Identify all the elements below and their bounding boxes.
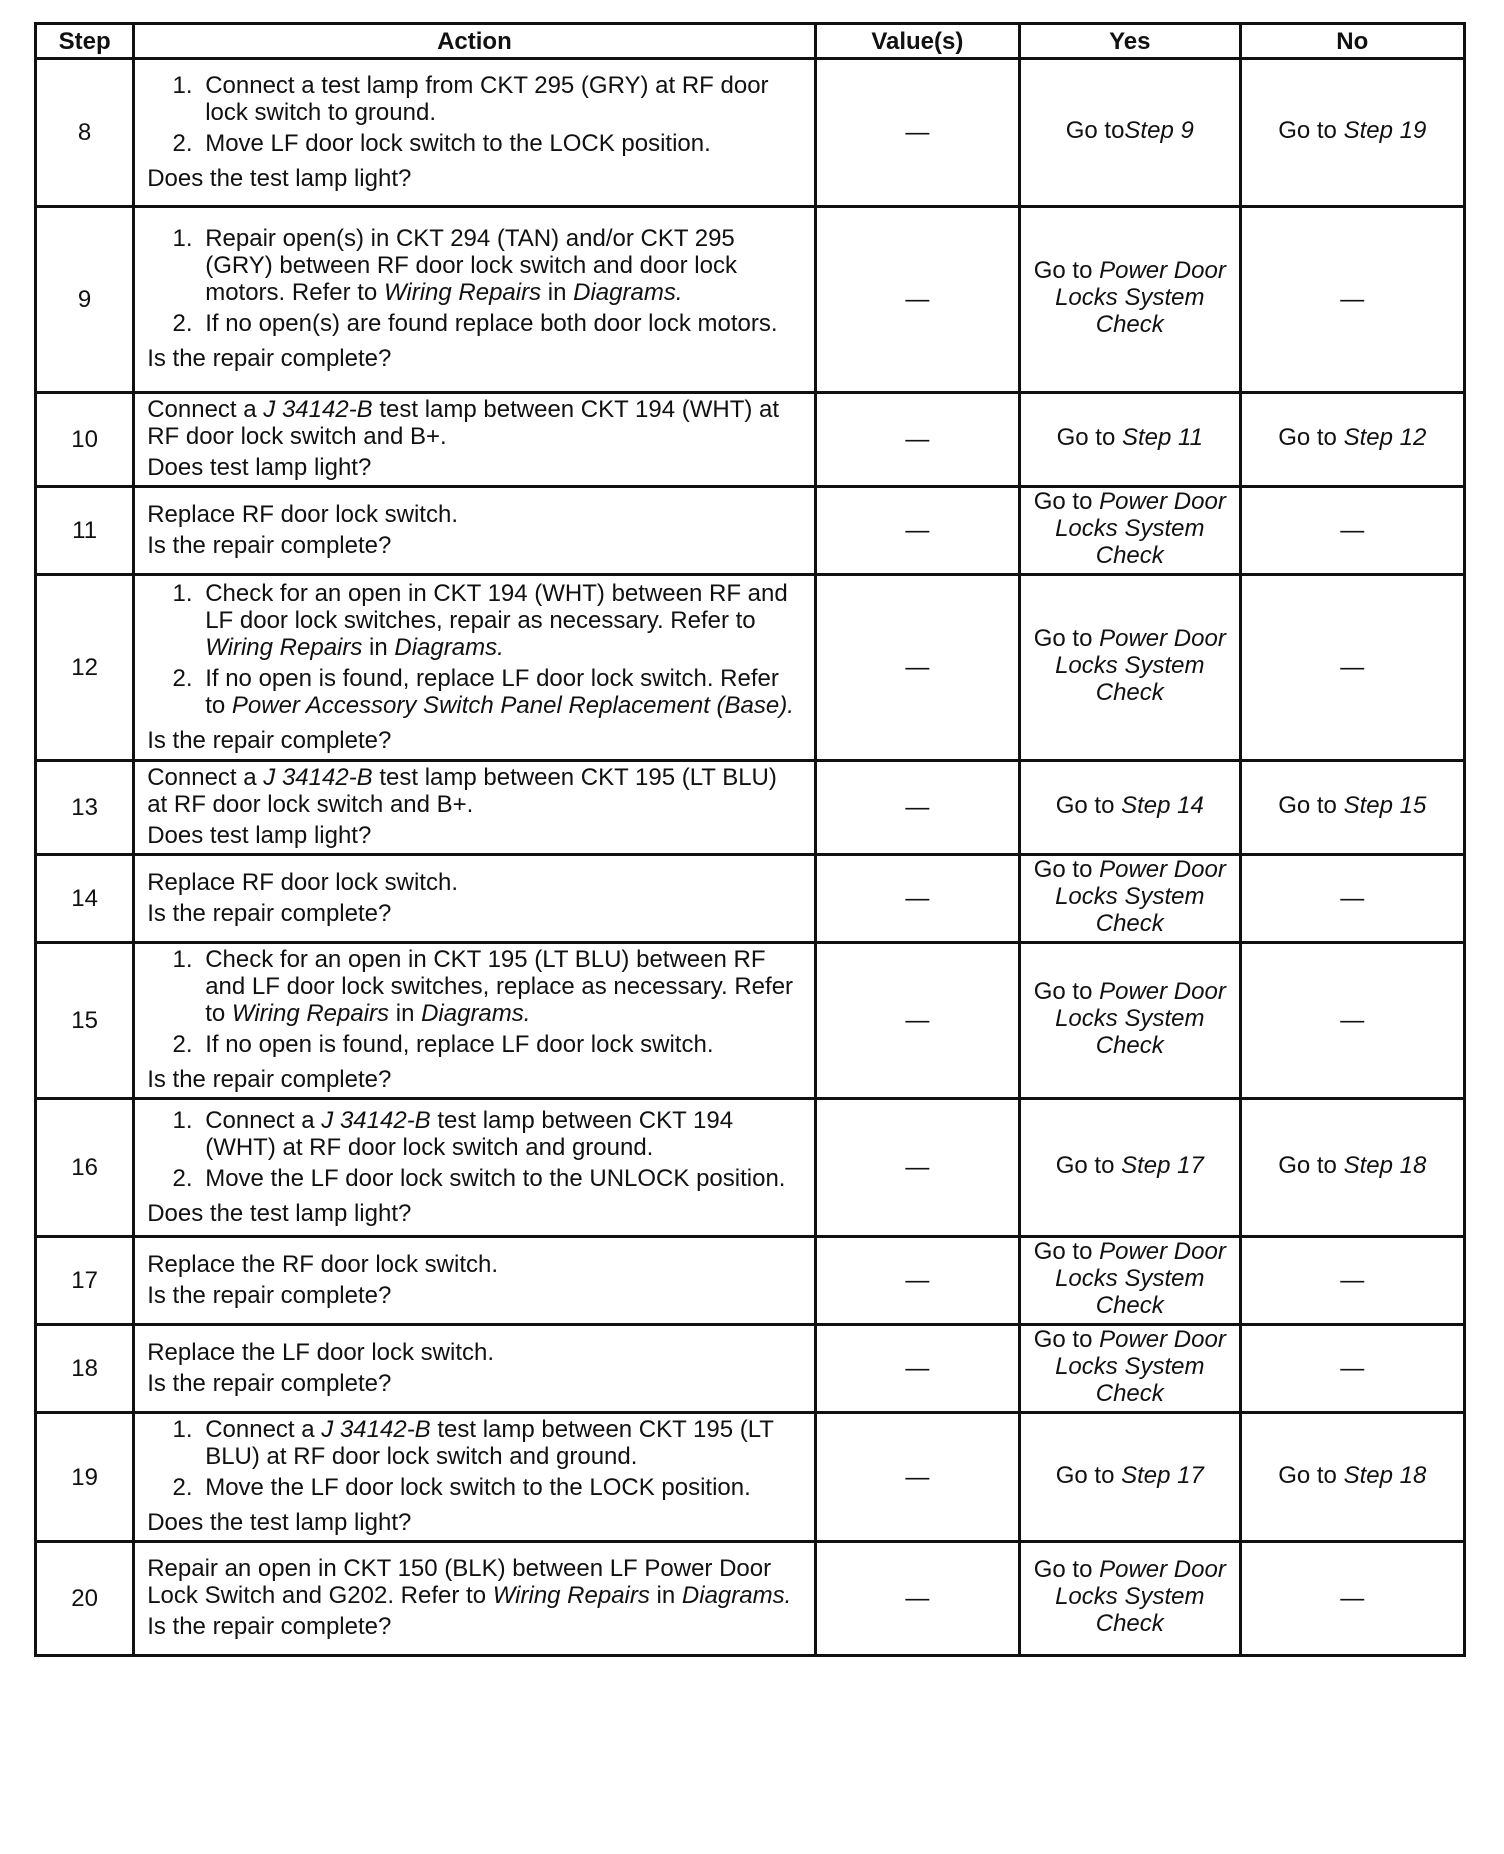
yes-link[interactable] bbox=[1021, 1152, 1238, 1179]
action-body bbox=[147, 501, 801, 528]
action-steps-list bbox=[147, 225, 801, 337]
text-run: in bbox=[649, 1582, 682, 1609]
italic-text: Power Door Locks System Check bbox=[1055, 1326, 1226, 1407]
no-dash: — bbox=[1340, 1007, 1365, 1034]
no-dash: — bbox=[1340, 885, 1365, 912]
no-cell bbox=[1240, 575, 1465, 761]
italic-text: Step 14 bbox=[1121, 792, 1204, 819]
text-run: test lamp between CKT 195 (LT BLU) at RF door lock switch and ground. bbox=[205, 1416, 774, 1470]
text-run: Go to bbox=[1278, 117, 1344, 144]
action-body bbox=[147, 72, 801, 161]
yes-content bbox=[1021, 424, 1238, 455]
action-steps-list bbox=[147, 72, 801, 157]
action-body bbox=[147, 869, 801, 896]
action-question: Does test lamp light? bbox=[147, 822, 372, 849]
step-number: 17 bbox=[36, 1237, 134, 1325]
action-steps-list bbox=[147, 580, 801, 719]
action-step-item bbox=[199, 225, 801, 306]
text-run: in bbox=[389, 1000, 422, 1027]
action-text bbox=[147, 396, 801, 450]
italic-text: Power Door Locks System Check bbox=[1055, 257, 1226, 338]
action-step-item bbox=[199, 72, 801, 126]
text-run: Go to bbox=[1033, 625, 1100, 652]
text-run: Check for an open in CKT 195 (LT BLU) between RF and LF door lock switches, replace as necessary. Refer to bbox=[205, 946, 794, 1027]
action-question: Is the repair complete? bbox=[147, 1281, 392, 1309]
italic-text: Diagrams. bbox=[573, 279, 683, 306]
action-body bbox=[147, 946, 801, 1062]
value-cell: — bbox=[815, 1099, 1019, 1237]
text-run: Go to bbox=[1278, 792, 1344, 819]
action-body bbox=[147, 1416, 801, 1505]
italic-text: Power Door Locks System Check bbox=[1055, 625, 1226, 706]
step-number: 15 bbox=[36, 943, 134, 1099]
action-content bbox=[135, 867, 813, 931]
no-dash: — bbox=[1340, 517, 1365, 544]
action-content bbox=[135, 223, 813, 376]
text-run: Go to bbox=[1055, 1152, 1122, 1179]
yes-cell bbox=[1020, 59, 1240, 207]
action-step-item bbox=[199, 580, 801, 661]
no-dash: — bbox=[1340, 654, 1365, 681]
step-number: 19 bbox=[36, 1413, 134, 1542]
value-cell: — bbox=[815, 575, 1019, 761]
table-row bbox=[36, 761, 1465, 855]
header-values: Value(s) bbox=[815, 24, 1019, 59]
text-run: If no open(s) are found replace both door lock motors. bbox=[205, 310, 778, 337]
action-content bbox=[135, 1414, 813, 1540]
text-run: Go to bbox=[1278, 1461, 1344, 1489]
text-run: Replace the RF door lock switch. bbox=[147, 1250, 499, 1278]
yes-link[interactable] bbox=[1021, 1462, 1238, 1489]
italic-text: Step 12 bbox=[1343, 424, 1427, 451]
action-cell bbox=[134, 59, 815, 207]
text-run: Replace RF door lock switch. bbox=[147, 868, 458, 896]
action-text bbox=[147, 764, 801, 818]
action-cell bbox=[134, 1237, 815, 1325]
no-content bbox=[1242, 117, 1464, 148]
yes-link[interactable] bbox=[1021, 1556, 1238, 1637]
action-question: Is the repair complete? bbox=[147, 531, 392, 559]
text-run: Go to bbox=[1033, 1326, 1100, 1353]
yes-link[interactable] bbox=[1021, 117, 1238, 144]
table-row bbox=[36, 393, 1465, 487]
no-cell bbox=[1240, 1542, 1465, 1656]
text-run: Go to bbox=[1033, 978, 1100, 1005]
table-row bbox=[36, 1237, 1465, 1325]
action-body bbox=[147, 1555, 801, 1609]
text-run: Repair an open in CKT 150 (BLK) between LF Power Door Lock Switch and G202. Refer to bbox=[147, 1555, 772, 1609]
table-row bbox=[36, 1542, 1465, 1656]
table-row bbox=[36, 59, 1465, 207]
yes-content bbox=[1021, 792, 1238, 823]
step-number: 18 bbox=[36, 1325, 134, 1413]
text-run: Go to bbox=[1033, 1238, 1100, 1265]
action-body bbox=[147, 764, 801, 818]
italic-text: Step 19 bbox=[1343, 117, 1427, 144]
no-dash: — bbox=[1340, 1585, 1365, 1612]
text-run: in bbox=[362, 633, 395, 661]
action-step-item bbox=[199, 665, 801, 719]
action-body bbox=[147, 396, 801, 450]
yes-content bbox=[1021, 978, 1238, 1063]
table-body bbox=[36, 59, 1465, 1656]
no-cell bbox=[1240, 1099, 1465, 1237]
action-text bbox=[147, 869, 801, 896]
action-step-item bbox=[199, 946, 801, 1027]
text-run: Go to bbox=[1055, 1461, 1122, 1489]
no-cell bbox=[1240, 59, 1465, 207]
value-cell: — bbox=[815, 207, 1019, 393]
italic-text: Diagrams. bbox=[421, 1000, 531, 1027]
no-cell bbox=[1240, 207, 1465, 393]
yes-cell bbox=[1020, 1325, 1240, 1413]
value-cell: — bbox=[815, 59, 1019, 207]
action-step-item bbox=[199, 1107, 801, 1161]
no-link[interactable] bbox=[1242, 117, 1464, 144]
no-content bbox=[1242, 1152, 1464, 1183]
no-cell bbox=[1240, 761, 1465, 855]
action-question: Does the test lamp light? bbox=[147, 1509, 412, 1536]
text-run: Go to bbox=[1033, 257, 1100, 284]
table-row bbox=[36, 855, 1465, 943]
action-cell bbox=[134, 1099, 815, 1237]
yes-cell bbox=[1020, 1413, 1240, 1542]
italic-text: Step 18 bbox=[1343, 1152, 1427, 1179]
text-run: If no open is found, replace LF door lock switch. bbox=[205, 1031, 714, 1058]
yes-link[interactable] bbox=[1021, 488, 1238, 569]
action-body bbox=[147, 225, 801, 341]
value-cell: — bbox=[815, 1325, 1019, 1413]
action-step-item bbox=[199, 1474, 801, 1501]
action-body bbox=[147, 1251, 801, 1278]
text-run: Go to bbox=[1033, 856, 1100, 883]
yes-cell bbox=[1020, 207, 1240, 393]
italic-text: Power Door Locks System Check bbox=[1055, 856, 1226, 937]
italic-text: Wiring Repairs bbox=[492, 1582, 650, 1609]
diagnostic-table bbox=[34, 22, 1466, 1657]
action-content bbox=[135, 1337, 813, 1401]
italic-text: J 34142-B bbox=[263, 396, 373, 423]
table-row bbox=[36, 1325, 1465, 1413]
step-number: 20 bbox=[36, 1542, 134, 1656]
italic-text: Diagrams. bbox=[394, 633, 504, 661]
text-run: Go to bbox=[1033, 488, 1100, 515]
action-body bbox=[147, 580, 801, 723]
text-run: Move the LF door lock switch to the UNLOCK position. bbox=[205, 1164, 786, 1192]
value-cell: — bbox=[815, 943, 1019, 1099]
no-content bbox=[1242, 1462, 1464, 1493]
action-body bbox=[147, 1339, 801, 1366]
action-content bbox=[135, 1105, 813, 1231]
italic-text: J 34142-B bbox=[321, 1106, 431, 1134]
action-cell bbox=[134, 1325, 815, 1413]
header-action: Action bbox=[134, 24, 815, 59]
value-cell: — bbox=[815, 393, 1019, 487]
italic-text: Step 9 bbox=[1124, 117, 1194, 144]
no-cell bbox=[1240, 1237, 1465, 1325]
italic-text: Power Door Locks System Check bbox=[1055, 488, 1226, 569]
action-content bbox=[135, 70, 813, 196]
text-run: Replace the LF door lock switch. bbox=[147, 1338, 495, 1366]
no-link[interactable] bbox=[1242, 1152, 1464, 1179]
action-step-item bbox=[199, 1165, 801, 1192]
value-cell: — bbox=[815, 855, 1019, 943]
italic-text: Step 11 bbox=[1121, 424, 1203, 451]
action-step-item bbox=[199, 130, 801, 157]
yes-content bbox=[1021, 1152, 1238, 1183]
action-content bbox=[135, 499, 813, 563]
step-number: 13 bbox=[36, 761, 134, 855]
text-run: Check for an open in CKT 194 (WHT) between RF and LF door lock switches, repair as necessary. Refer to bbox=[205, 579, 788, 634]
table-row bbox=[36, 1099, 1465, 1237]
action-text bbox=[147, 501, 801, 528]
diagnostic-page bbox=[34, 22, 1466, 1657]
text-run: Go to bbox=[1065, 117, 1125, 144]
action-question: Does test lamp light? bbox=[147, 454, 372, 481]
yes-link[interactable] bbox=[1021, 792, 1238, 819]
step-number: 14 bbox=[36, 855, 134, 943]
header-step: Step bbox=[36, 24, 134, 59]
yes-cell bbox=[1020, 1237, 1240, 1325]
action-body bbox=[147, 1107, 801, 1196]
header-no: No bbox=[1240, 24, 1465, 59]
action-cell bbox=[134, 575, 815, 761]
text-run: test lamp between CKT 195 (LT BLU) at RF door lock switch and B+. bbox=[147, 764, 777, 818]
header-row bbox=[36, 24, 1465, 59]
yes-link[interactable] bbox=[1021, 424, 1238, 451]
action-question: Is the repair complete? bbox=[147, 1369, 392, 1397]
action-cell bbox=[134, 1542, 815, 1656]
yes-content bbox=[1021, 1556, 1238, 1641]
text-run: If no open is found, replace LF door lock switch. Refer to bbox=[205, 664, 779, 719]
action-cell bbox=[134, 487, 815, 575]
no-dash: — bbox=[1340, 1267, 1365, 1294]
italic-text: Wiring Repairs bbox=[383, 279, 542, 306]
text-run: test lamp between CKT 194 (WHT) at RF door lock switch and ground. bbox=[205, 1106, 734, 1161]
table-row bbox=[36, 207, 1465, 393]
italic-text: Power Door Locks System Check bbox=[1055, 1238, 1226, 1319]
italic-text: Wiring Repairs bbox=[231, 1000, 390, 1027]
italic-text: J 34142-B bbox=[321, 1416, 431, 1443]
yes-content bbox=[1021, 117, 1238, 148]
text-run: Go to bbox=[1056, 424, 1122, 451]
italic-text: Step 15 bbox=[1343, 792, 1427, 819]
action-question: Does the test lamp light? bbox=[147, 164, 412, 192]
action-question: Does the test lamp light? bbox=[147, 1199, 412, 1227]
no-cell bbox=[1240, 393, 1465, 487]
text-run: Move LF door lock switch to the LOCK position. bbox=[205, 129, 711, 157]
yes-link[interactable] bbox=[1021, 1326, 1238, 1407]
italic-text: J 34142-B bbox=[263, 764, 373, 791]
yes-content bbox=[1021, 1326, 1238, 1411]
action-cell bbox=[134, 207, 815, 393]
action-content bbox=[135, 944, 813, 1097]
yes-cell bbox=[1020, 1542, 1240, 1656]
yes-cell bbox=[1020, 761, 1240, 855]
value-cell: — bbox=[815, 1542, 1019, 1656]
value-cell: — bbox=[815, 1413, 1019, 1542]
yes-cell bbox=[1020, 575, 1240, 761]
yes-content bbox=[1021, 625, 1238, 710]
action-cell bbox=[134, 393, 815, 487]
yes-content bbox=[1021, 257, 1238, 342]
italic-text: Step 17 bbox=[1121, 1152, 1204, 1179]
text-run: Connect a test lamp from CKT 295 (GRY) at RF door lock switch to ground. bbox=[205, 71, 769, 126]
no-cell bbox=[1240, 487, 1465, 575]
table-row bbox=[36, 487, 1465, 575]
step-number: 9 bbox=[36, 207, 134, 393]
text-run: in bbox=[541, 279, 574, 306]
yes-content bbox=[1021, 1238, 1238, 1323]
action-steps-list bbox=[147, 1416, 801, 1501]
action-content bbox=[135, 394, 813, 485]
yes-link[interactable] bbox=[1021, 257, 1238, 338]
yes-content bbox=[1021, 856, 1238, 941]
header-yes: Yes bbox=[1020, 24, 1240, 59]
action-content bbox=[135, 762, 813, 853]
action-question: Is the repair complete? bbox=[147, 1613, 392, 1640]
value-cell: — bbox=[815, 1237, 1019, 1325]
yes-link[interactable] bbox=[1021, 856, 1238, 937]
action-question: Is the repair complete? bbox=[147, 899, 392, 927]
action-cell bbox=[134, 855, 815, 943]
action-steps-list bbox=[147, 946, 801, 1058]
action-question: Is the repair complete? bbox=[147, 726, 392, 754]
step-number: 8 bbox=[36, 59, 134, 207]
action-step-item bbox=[199, 1031, 801, 1058]
value-cell: — bbox=[815, 761, 1019, 855]
action-text bbox=[147, 1339, 801, 1366]
text-run: Go to bbox=[1278, 424, 1344, 451]
no-cell bbox=[1240, 855, 1465, 943]
action-question: Is the repair complete? bbox=[147, 1066, 392, 1093]
no-dash: — bbox=[1340, 286, 1365, 313]
yes-cell bbox=[1020, 1099, 1240, 1237]
yes-cell bbox=[1020, 855, 1240, 943]
italic-text: Wiring Repairs bbox=[205, 633, 363, 661]
no-link[interactable] bbox=[1242, 424, 1464, 451]
table-row bbox=[36, 575, 1465, 761]
no-content bbox=[1242, 792, 1464, 823]
text-run: Connect a bbox=[147, 764, 264, 791]
italic-text: Power Door Locks System Check bbox=[1055, 1556, 1226, 1637]
yes-cell bbox=[1020, 393, 1240, 487]
yes-link[interactable] bbox=[1021, 978, 1238, 1059]
action-cell bbox=[134, 1413, 815, 1542]
step-number: 12 bbox=[36, 575, 134, 761]
no-link[interactable] bbox=[1242, 792, 1464, 819]
yes-content bbox=[1021, 488, 1238, 573]
text-run: Go to bbox=[1033, 1556, 1100, 1583]
step-number: 11 bbox=[36, 487, 134, 575]
no-cell bbox=[1240, 1413, 1465, 1542]
text-run: Connect a bbox=[205, 1106, 322, 1134]
action-content bbox=[135, 578, 813, 758]
text-run: Repair open(s) in CKT 294 (TAN) and/or CKT 295 (GRY) between RF door lock switch and door lock motors. Refer to bbox=[205, 225, 737, 306]
italic-text: Step 18 bbox=[1343, 1461, 1427, 1489]
text-run: Replace RF door lock switch. bbox=[147, 500, 458, 528]
yes-content bbox=[1021, 1462, 1238, 1493]
text-run: Go to bbox=[1055, 792, 1122, 819]
no-content bbox=[1242, 424, 1464, 455]
text-run: Go to bbox=[1278, 1152, 1344, 1179]
no-dash: — bbox=[1340, 1355, 1365, 1382]
yes-cell bbox=[1020, 487, 1240, 575]
table-row bbox=[36, 943, 1465, 1099]
action-steps-list bbox=[147, 1107, 801, 1192]
action-step-item bbox=[199, 1416, 801, 1470]
text-run: test lamp between CKT 194 (WHT) at RF door lock switch and B+. bbox=[147, 396, 780, 450]
yes-cell bbox=[1020, 943, 1240, 1099]
action-text bbox=[147, 1555, 801, 1609]
action-cell bbox=[134, 761, 815, 855]
action-content bbox=[135, 1249, 813, 1313]
step-number: 16 bbox=[36, 1099, 134, 1237]
action-content bbox=[135, 1553, 813, 1644]
italic-text: Power Door Locks System Check bbox=[1055, 978, 1226, 1059]
action-question: Is the repair complete? bbox=[147, 345, 392, 372]
italic-text: Power Accessory Switch Panel Replacement (Base). bbox=[231, 691, 794, 719]
action-text bbox=[147, 1251, 801, 1278]
action-cell bbox=[134, 943, 815, 1099]
text-run: Connect a bbox=[147, 396, 264, 423]
action-step-item bbox=[199, 310, 801, 337]
italic-text: Diagrams. bbox=[681, 1582, 792, 1609]
text-run: Connect a bbox=[205, 1416, 322, 1443]
text-run: Move the LF door lock switch to the LOCK position. bbox=[205, 1474, 751, 1501]
no-link[interactable] bbox=[1242, 1462, 1464, 1489]
step-number: 10 bbox=[36, 393, 134, 487]
value-cell: — bbox=[815, 487, 1019, 575]
no-cell bbox=[1240, 943, 1465, 1099]
no-cell bbox=[1240, 1325, 1465, 1413]
yes-link[interactable] bbox=[1021, 1238, 1238, 1319]
italic-text: Step 17 bbox=[1121, 1461, 1204, 1489]
yes-link[interactable] bbox=[1021, 625, 1238, 706]
table-row bbox=[36, 1413, 1465, 1542]
